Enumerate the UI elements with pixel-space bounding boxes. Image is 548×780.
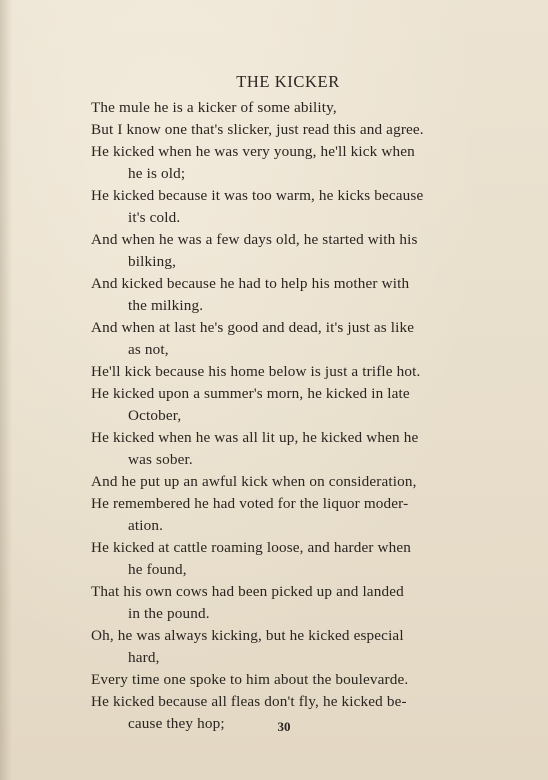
poem-body: [91, 97, 491, 735]
poem-line-continuation: was sober.: [128, 451, 193, 468]
poem-line-continuation: cause they hop;: [128, 715, 225, 732]
page-edge-shadow: [0, 0, 12, 780]
poem-line: Every time one spoke to him about the boulevarde.: [91, 671, 409, 688]
poem-line: And kicked because he had to help his mother with: [91, 275, 410, 292]
poem-line: That his own cows had been picked up and landed: [91, 583, 404, 600]
page-number: 30: [277, 719, 291, 734]
poem-line-continuation: in the pound.: [128, 605, 210, 622]
poem-line-continuation: he is old;: [128, 165, 186, 182]
poem-line: And when at last he's good and dead, it's just as like: [91, 319, 415, 336]
poem-line-continuation: hard,: [128, 649, 160, 666]
poem-line-continuation: as not,: [128, 341, 169, 358]
poem-line: He kicked upon a summer's morn, he kicked in late: [91, 385, 410, 402]
poem-line: He remembered he had voted for the liquor moder-: [91, 495, 409, 512]
poem-line-continuation: it's cold.: [128, 209, 181, 226]
poem-line-continuation: bilking,: [128, 253, 177, 270]
poem-line-continuation: October,: [128, 407, 182, 424]
poem-line: He kicked because it was too warm, he kicks because: [91, 187, 424, 204]
poem-line: He kicked when he was all lit up, he kicked when he: [91, 429, 419, 446]
poem-line: He kicked at cattle roaming loose, and harder when: [91, 539, 411, 556]
poem-line-continuation: the milking.: [128, 297, 204, 314]
poem-line: And when he was a few days old, he started with his: [91, 231, 418, 248]
poem-line: But I know one that's slicker, just read this and agree.: [91, 121, 424, 138]
poem-line: He kicked when he was very young, he'll kick when: [91, 143, 415, 160]
poem-line: Oh, he was always kicking, but he kicked especial: [91, 627, 404, 644]
poem-line: He kicked because all fleas don't fly, he kicked be-: [91, 693, 407, 710]
poem-line-continuation: ation.: [128, 517, 164, 534]
poem-line: The mule he is a kicker of some ability,: [91, 99, 337, 116]
poem-line-continuation: he found,: [128, 561, 187, 578]
poem-title: THE KICKER: [236, 72, 340, 91]
poem-line: He'll kick because his home below is just a trifle hot.: [91, 363, 421, 380]
poem-line: And he put up an awful kick when on consideration,: [91, 473, 417, 490]
